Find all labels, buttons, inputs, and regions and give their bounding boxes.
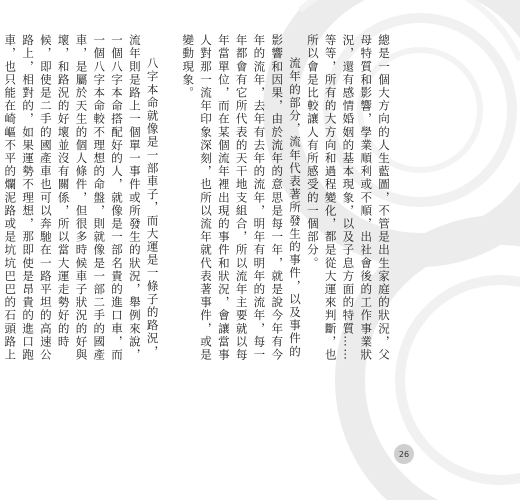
page-number: 26 bbox=[394, 444, 414, 464]
vertical-body-text bbox=[3, 34, 392, 362]
paragraph: 總是一個大方向的人生藍圖，不管是出生家庭的狀況，父母特質和影響，學業順利或不順，出社會後的工作事業狀況，還有感情婚姻的基本現象，以及子息方面的特質……等等，所有的大方向和過程變化，都是從大運來判斷，也所以會是比較讓人有所感受的一個部分。 bbox=[305, 34, 391, 362]
paragraph: 流年的部分，流年代表著所發生的事件，以及事件的影響和因果，由於流年的意思是每一年，就是說今年有今年的流年，去年有去年的流年，明年有明年的流年，每一年都會有它所代表的天干地支組合，所以流年主要就以每年當單位，而在某個流年裡出現的事件和狀況，會讓當事人對那一流年印象深刻，也所以流年就代表著事件，或是變動現象。 bbox=[181, 34, 303, 362]
paragraph: 八字本命就像是一部車子，而大運是一條子的路況，流年則是路上一個單一事件或所發生的狀況，舉例來說，一個八字本命搭配好的人，就像是一部名貴的進口車，而一個八字本命較不理想的命盤，則就像是一部二手的國產車，是屬於天生的個人條件，但很多時候車子狀況的好與壞，和路況的好壞並沒有關係，所以當大運走勢好的時候，即使是二手的國產車也可以奔馳在一路平坦的高速公路上，相對的，如果運勢不理想，那即使是昂貴的進口跑車，也只能在崎嶇不平的爛泥路或是坑坑巴巴的石頭路上 bbox=[3, 34, 160, 362]
